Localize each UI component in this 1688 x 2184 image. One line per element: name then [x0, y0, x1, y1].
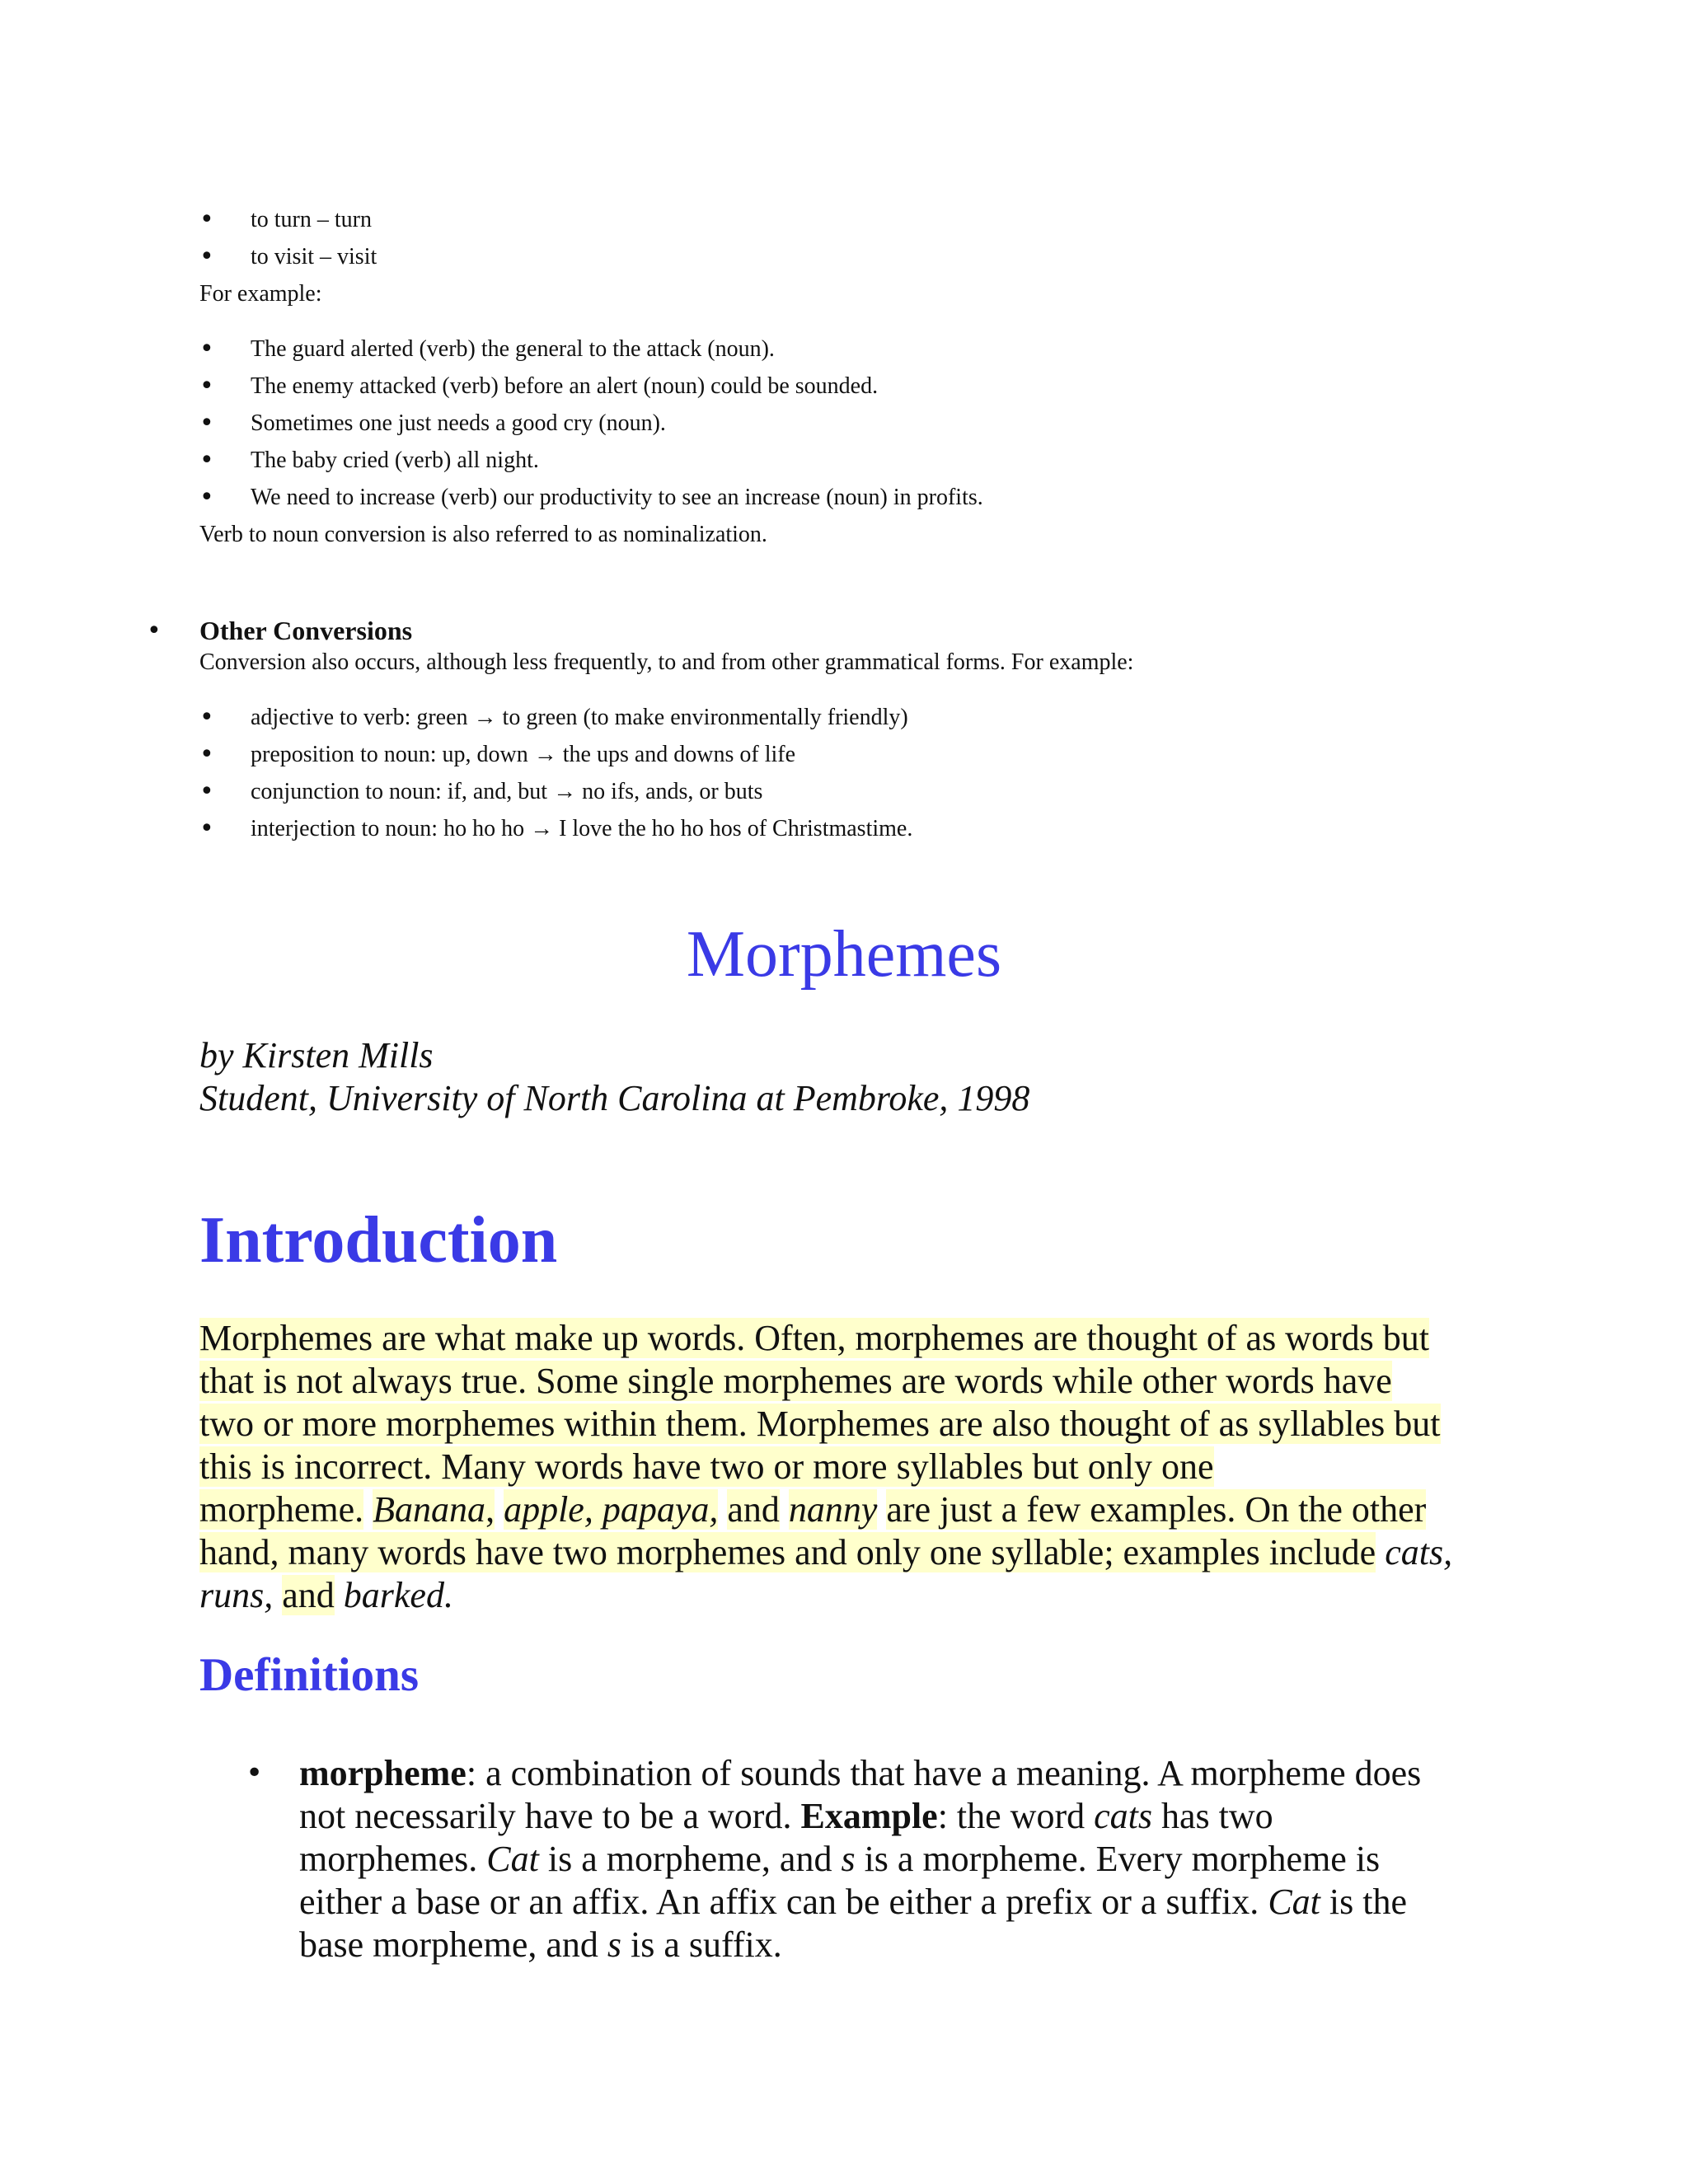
example-word: apple, papaya,	[504, 1489, 719, 1530]
list-item: • The guard alerted (verb) the general to the attack (noun).	[199, 330, 1688, 368]
definition-text: morphemes.	[299, 1839, 478, 1879]
example-word: Cat	[486, 1839, 539, 1879]
intro-text: morpheme.	[199, 1489, 364, 1530]
example-word: s	[841, 1839, 856, 1879]
definition-text: is a suffix.	[631, 1924, 782, 1965]
intro-text: and	[282, 1575, 335, 1615]
list-item: • The enemy attacked (verb) before an alert (noun) could be sounded.	[199, 368, 1688, 405]
definitions-heading: Definitions	[199, 1649, 420, 1701]
other-conversions-intro: Conversion also occurs, although less frequently, to and from other grammatical forms. For example:	[199, 649, 1134, 675]
definition-text: is the	[1329, 1882, 1407, 1922]
example-word: cats	[1094, 1796, 1152, 1836]
example-word: cats,	[1385, 1532, 1453, 1572]
intro-text: hand, many words have two morphemes and only one syllable; examples include	[199, 1532, 1376, 1572]
intro-text: are just a few examples. On the other	[886, 1489, 1427, 1530]
list-item: • The baby cried (verb) all night.	[199, 442, 1688, 479]
author: by Kirsten Mills	[199, 1035, 434, 1076]
nominalization-note: Verb to noun conversion is also referred to as nominalization.	[199, 522, 767, 547]
example-word: barked.	[343, 1575, 453, 1615]
list-item: • Sometimes one just needs a good cry (noun).	[199, 405, 1688, 442]
intro-line: Morphemes are what make up words. Often, morphemes are thought of as words but	[199, 1318, 1429, 1358]
definition-text: base morpheme, and	[299, 1924, 598, 1965]
definition-term: morpheme	[299, 1753, 467, 1793]
definition-text: is a morpheme, and	[547, 1839, 832, 1879]
intro-line: two or more morphemes within them. Morphemes are also thought of as syllables but	[199, 1404, 1441, 1444]
definition-text: either a base or an affix. An affix can be either a prefix or a suffix.	[299, 1882, 1259, 1922]
intro-line: that is not always true. Some single morphemes are words while other words have	[199, 1361, 1392, 1401]
definition-text: : the word	[937, 1796, 1085, 1836]
for-example-label: For example:	[199, 281, 322, 307]
definition-text: has two	[1161, 1796, 1273, 1836]
introduction-paragraph	[199, 1317, 1502, 1617]
morphemes-title: Morphemes	[686, 918, 1002, 991]
example-label: Example	[800, 1796, 938, 1836]
definition-text: : a combination of sounds that have a meaning. A morpheme does	[466, 1753, 1422, 1793]
definition-text: not necessarily have to be a word.	[299, 1796, 792, 1836]
affiliation: Student, University of North Carolina at Pembroke, 1998	[199, 1078, 1030, 1118]
example-word: runs,	[199, 1575, 274, 1615]
list-item: • to turn – turn	[199, 201, 1688, 238]
example-word: Cat	[1268, 1882, 1320, 1922]
definition-text: is a morpheme. Every morpheme is	[864, 1839, 1381, 1879]
conversion-examples-list	[0, 201, 1688, 275]
list-item: • to visit – visit	[199, 238, 1688, 275]
sentence-examples-list	[0, 330, 1688, 516]
other-conversions-title: Other Conversions	[199, 616, 413, 645]
list-item: • We need to increase (verb) our productivity to see an increase (noun) in profits.	[199, 479, 1688, 516]
list-item: • conjunction to noun: if, and, but → no ifs, ands, or buts	[199, 773, 1688, 810]
other-conversions-list	[0, 699, 1688, 847]
bullet-icon: •	[147, 616, 162, 645]
example-word: s	[607, 1924, 621, 1965]
byline	[199, 1034, 1029, 1120]
intro-text: ,	[485, 1489, 495, 1530]
bullet-icon: •	[246, 1756, 264, 1790]
example-word: Banana	[373, 1489, 486, 1530]
list-item: • adjective to verb: green → to green (to make environmentally friendly)	[199, 699, 1688, 736]
list-item: • interjection to noun: ho ho ho → I love the ho ho hos of Christmastime.	[199, 810, 1688, 847]
intro-text: and	[727, 1489, 780, 1530]
example-word: nanny	[788, 1489, 878, 1530]
introduction-heading: Introduction	[199, 1204, 558, 1277]
list-item: • preposition to noun: up, down → the ups and downs of life	[199, 736, 1688, 773]
intro-line: this is incorrect. Many words have two or more syllables but only one	[199, 1446, 1214, 1487]
